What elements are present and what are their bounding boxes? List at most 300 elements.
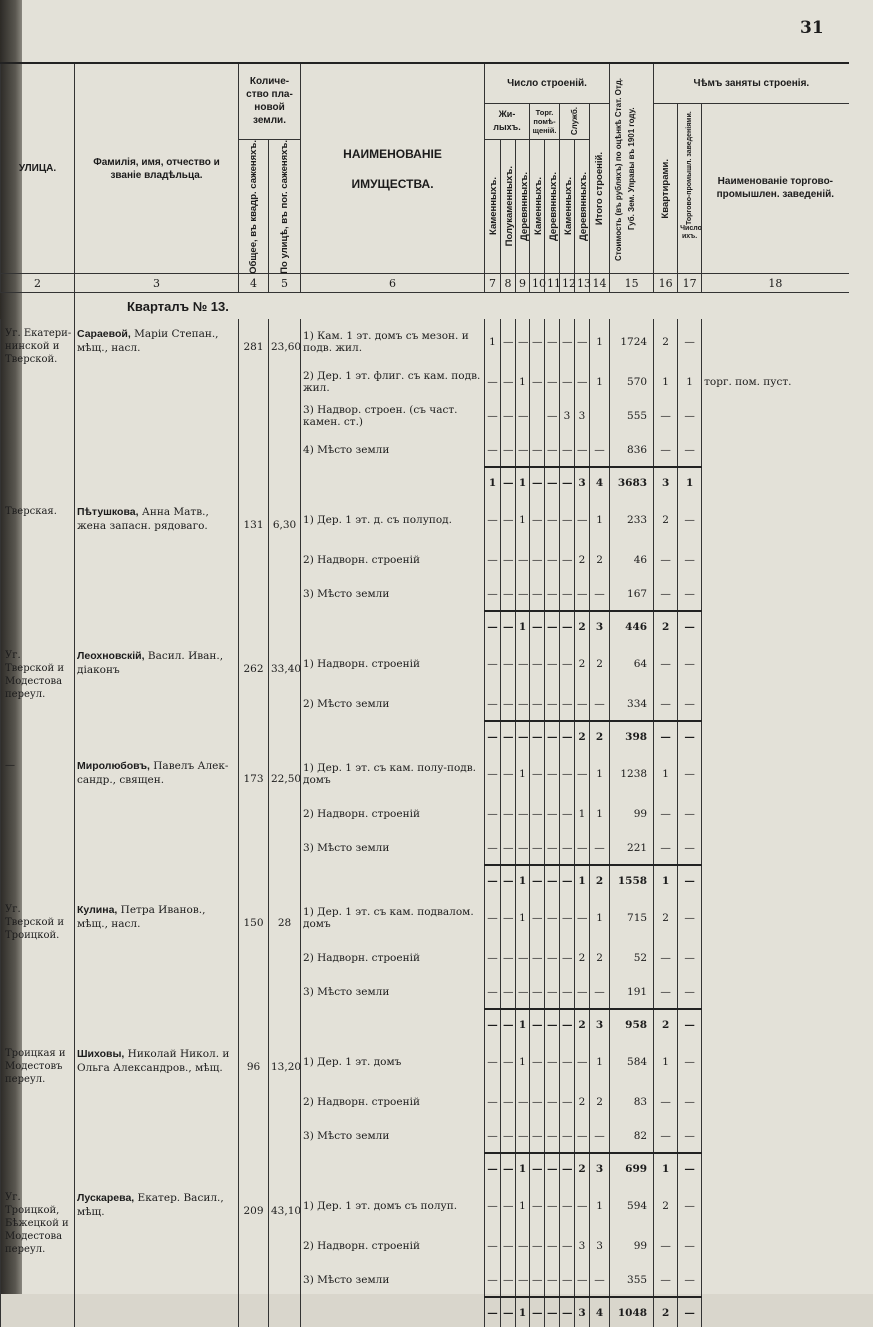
building-count: 1	[590, 797, 610, 831]
column-number: 10	[530, 274, 545, 293]
subtotal-count: —	[501, 865, 516, 895]
building-count: —	[530, 543, 545, 577]
building-count: 2	[590, 941, 610, 975]
building-count: —	[516, 941, 530, 975]
trade-count: —	[678, 577, 702, 611]
building-count: —	[560, 1039, 575, 1085]
subtotal-count: 2	[590, 865, 610, 895]
building-count: —	[560, 751, 575, 797]
building-count: —	[485, 1183, 501, 1229]
subtotal-trade: —	[678, 1009, 702, 1039]
building-count: —	[485, 895, 501, 941]
property-name: 3) Надвор. строен. (съ част. камен. ст.)	[301, 399, 485, 433]
subtotal-count: —	[501, 611, 516, 641]
apartments-count: —	[654, 831, 678, 865]
building-count: —	[501, 319, 516, 365]
subtotal-count: —	[516, 721, 530, 751]
owner-surname: Сараевой,	[77, 328, 131, 341]
building-count: —	[501, 975, 516, 1009]
apartments-count: 1	[654, 365, 678, 399]
building-count: —	[545, 1229, 560, 1263]
column-number: 18	[702, 274, 849, 293]
building-count: —	[516, 433, 530, 467]
header-res-wooden: Деревянныхъ.	[516, 139, 530, 274]
cost-value: 52	[610, 941, 654, 975]
owner-details: Екатер. Васил., мѣщ.	[77, 1192, 224, 1219]
property-name: 4) Мѣсто земли	[301, 433, 485, 467]
building-count: —	[545, 319, 560, 365]
building-count: —	[501, 751, 516, 797]
building-count: —	[545, 687, 560, 721]
header-total-buildings: Итого строеній.	[590, 103, 610, 274]
subtotal-apartments: 2	[654, 1009, 678, 1039]
building-count: —	[501, 365, 516, 399]
cost-value: 355	[610, 1263, 654, 1297]
building-count: —	[485, 975, 501, 1009]
subtotal-cost: 446	[610, 611, 654, 641]
building-count: 2	[590, 1085, 610, 1119]
building-count: —	[560, 433, 575, 467]
apartments-count: —	[654, 941, 678, 975]
building-count: —	[485, 1263, 501, 1297]
building-count: —	[575, 1263, 590, 1297]
building-count: 1	[516, 751, 530, 797]
building-count: —	[516, 1229, 530, 1263]
building-count: —	[485, 1119, 501, 1153]
building-count: 1	[485, 319, 501, 365]
subtotal-count: —	[485, 865, 501, 895]
column-number: 13	[575, 274, 590, 293]
subtotal-spacer	[702, 865, 849, 895]
trade-count: —	[678, 687, 702, 721]
building-count: —	[530, 433, 545, 467]
building-count: —	[575, 1183, 590, 1229]
header-occupied: Чѣмъ заняты строенія.	[654, 63, 849, 103]
subtotal-count: —	[560, 865, 575, 895]
building-count: —	[501, 1119, 516, 1153]
building-count: —	[485, 399, 501, 433]
apartments-count: —	[654, 577, 678, 611]
trade-name	[702, 1263, 849, 1297]
building-count: —	[560, 319, 575, 365]
trade-count: —	[678, 433, 702, 467]
building-count: —	[516, 319, 530, 365]
area-street-cell: 6,30	[269, 497, 301, 641]
trade-name: торг. пом. пуст.	[702, 365, 849, 399]
subtotal-count: —	[530, 611, 545, 641]
property-name: 2) Дер. 1 эт. флиг. съ кам. подв. жил.	[301, 365, 485, 399]
building-count: 3	[575, 1229, 590, 1263]
building-count: —	[485, 1085, 501, 1119]
subtotal-spacer	[301, 467, 485, 497]
building-count: —	[530, 941, 545, 975]
owner-cell	[75, 751, 239, 895]
subtotal-count: —	[485, 1009, 501, 1039]
subtotal-count: —	[530, 467, 545, 497]
building-count: —	[560, 641, 575, 687]
subtotal-count: 3	[575, 1297, 590, 1327]
area-total-cell: 262	[239, 641, 269, 751]
building-count: —	[560, 831, 575, 865]
street-cell: Уг. Троицкой, Бѣжецкой и Модестова переул.	[1, 1183, 75, 1327]
header-commercial: Торг. помѣ-щеній.	[530, 103, 560, 139]
trade-name	[702, 1119, 849, 1153]
trade-count: —	[678, 1085, 702, 1119]
property-name: 2) Надворн. строеній	[301, 797, 485, 831]
property-name: 1) Дер. 1 эт. съ кам. подвалом. домъ	[301, 895, 485, 941]
property-name: 2) Надворн. строеній	[301, 1085, 485, 1119]
building-count: —	[485, 365, 501, 399]
trade-name	[702, 751, 849, 797]
trade-name	[702, 975, 849, 1009]
building-count: 1	[516, 497, 530, 543]
building-count: 1	[516, 895, 530, 941]
building-count: —	[590, 577, 610, 611]
subtotal-count: —	[545, 865, 560, 895]
building-count	[590, 399, 610, 433]
building-count: 1	[590, 895, 610, 941]
subtotal-count: —	[485, 1153, 501, 1183]
apartments-count: 1	[654, 1039, 678, 1085]
subtotal-count: 2	[575, 611, 590, 641]
header-apartments: Квартирами.	[654, 103, 678, 274]
building-count: 1	[590, 1183, 610, 1229]
cost-value: 555	[610, 399, 654, 433]
column-number: 15	[610, 274, 654, 293]
trade-count: —	[678, 319, 702, 365]
building-count: —	[501, 497, 516, 543]
building-count: —	[545, 797, 560, 831]
subtotal-count: —	[560, 611, 575, 641]
building-count: —	[516, 831, 530, 865]
cost-value: 594	[610, 1183, 654, 1229]
subtotal-count: 4	[590, 467, 610, 497]
building-count: 1	[575, 797, 590, 831]
apartments-count: —	[654, 641, 678, 687]
header-res-stone: Каменныхъ.	[485, 139, 501, 274]
cost-value: 334	[610, 687, 654, 721]
header-com-wooden: Деревянныхъ.	[545, 139, 560, 274]
trade-count: —	[678, 751, 702, 797]
table-row	[1, 1039, 849, 1085]
subtotal-trade: 1	[678, 467, 702, 497]
building-count: —	[530, 831, 545, 865]
building-count: —	[575, 687, 590, 721]
owner-cell	[75, 319, 239, 497]
building-count: —	[485, 641, 501, 687]
cost-value: 233	[610, 497, 654, 543]
building-count: —	[501, 399, 516, 433]
header-res-halfstone: Полукаменныхъ.	[501, 139, 516, 274]
subtotal-count: —	[530, 1009, 545, 1039]
building-count: —	[501, 895, 516, 941]
trade-count: —	[678, 1183, 702, 1229]
owner-surname: Шиховы,	[77, 1048, 125, 1061]
table-row	[1, 641, 849, 687]
building-count: —	[575, 497, 590, 543]
subtotal-cost: 1558	[610, 865, 654, 895]
trade-name	[702, 577, 849, 611]
subtotal-trade: —	[678, 1153, 702, 1183]
column-number: 17	[678, 274, 702, 293]
building-count: —	[560, 1085, 575, 1119]
building-count: —	[560, 895, 575, 941]
subtotal-count: 2	[590, 721, 610, 751]
area-total-cell: 281	[239, 319, 269, 497]
cost-value: 99	[610, 797, 654, 831]
area-total-cell: 150	[239, 895, 269, 1039]
building-count: —	[545, 1263, 560, 1297]
trade-name	[702, 797, 849, 831]
building-count: —	[575, 831, 590, 865]
cost-value: 1724	[610, 319, 654, 365]
cost-value: 83	[610, 1085, 654, 1119]
subtotal-count: —	[560, 1297, 575, 1327]
trade-name	[702, 895, 849, 941]
cost-value: 167	[610, 577, 654, 611]
building-count: —	[516, 577, 530, 611]
subtotal-count: —	[501, 467, 516, 497]
building-count: —	[560, 577, 575, 611]
building-count: 1	[590, 751, 610, 797]
subtotal-trade: —	[678, 721, 702, 751]
subtotal-spacer	[702, 467, 849, 497]
building-count: 1	[590, 1039, 610, 1085]
subtotal-count: —	[560, 721, 575, 751]
cost-value: 46	[610, 543, 654, 577]
subtotal-spacer	[702, 1297, 849, 1327]
column-number: 9	[516, 274, 530, 293]
register-body	[1, 293, 849, 1327]
building-count: —	[575, 975, 590, 1009]
building-count: 3	[560, 399, 575, 433]
building-count: 2	[575, 543, 590, 577]
building-count: —	[516, 1119, 530, 1153]
column-number: 14	[590, 274, 610, 293]
building-count: —	[545, 577, 560, 611]
building-count: —	[485, 1039, 501, 1085]
building-count: —	[575, 319, 590, 365]
building-count: —	[560, 365, 575, 399]
area-total-cell: 209	[239, 1183, 269, 1327]
subtotal-cost: 398	[610, 721, 654, 751]
header-trade-est: Торгово-промышл. заведеніями. Число ихъ.	[678, 103, 702, 274]
subtotal-spacer	[301, 1297, 485, 1327]
subtotal-count: 1	[516, 467, 530, 497]
building-count: —	[501, 1229, 516, 1263]
owner-cell	[75, 497, 239, 641]
subtotal-count: —	[530, 1297, 545, 1327]
cost-value: 99	[610, 1229, 654, 1263]
street-cell: Уг. Екатери-нинской и Тверской.	[1, 319, 75, 497]
area-total-cell: 96	[239, 1039, 269, 1183]
building-count: 3	[575, 399, 590, 433]
owner-cell	[75, 1039, 239, 1183]
building-count: —	[560, 975, 575, 1009]
area-street-cell: 22,50	[269, 751, 301, 895]
apartments-count: —	[654, 1229, 678, 1263]
subtotal-count: 1	[516, 865, 530, 895]
subtotal-count: 1	[516, 1009, 530, 1039]
column-number: 6	[301, 274, 485, 293]
column-number: 11	[545, 274, 560, 293]
building-count: —	[530, 1229, 545, 1263]
subtotal-count: 1	[516, 611, 530, 641]
building-count: —	[560, 497, 575, 543]
building-count: —	[545, 497, 560, 543]
building-count: —	[501, 1085, 516, 1119]
owner-details: Николай Никол. и Ольга Александров., мѣщ.	[77, 1048, 230, 1075]
subtotal-count: —	[545, 1153, 560, 1183]
building-count: 2	[575, 941, 590, 975]
subtotal-count: —	[501, 1297, 516, 1327]
table-row	[1, 497, 849, 543]
subtotal-count: 1	[575, 865, 590, 895]
column-number: 8	[501, 274, 516, 293]
header-service: Служб.	[560, 103, 590, 139]
building-count: —	[516, 797, 530, 831]
building-count: —	[590, 433, 610, 467]
subtotal-apartments: 2	[654, 611, 678, 641]
subtotal-cost: 958	[610, 1009, 654, 1039]
trade-count: —	[678, 1263, 702, 1297]
building-count: —	[545, 1039, 560, 1085]
cost-value: 82	[610, 1119, 654, 1153]
building-count: —	[545, 433, 560, 467]
building-count: —	[530, 641, 545, 687]
trade-name	[702, 831, 849, 865]
building-count: —	[560, 1119, 575, 1153]
trade-count: —	[678, 1119, 702, 1153]
subtotal-count: 1	[485, 467, 501, 497]
subtotal-apartments: 1	[654, 1153, 678, 1183]
building-count: —	[516, 543, 530, 577]
trade-name	[702, 1183, 849, 1229]
building-count: 1	[516, 1183, 530, 1229]
street-cell: —	[1, 751, 75, 895]
property-name: 1) Дер. 1 эт. съ кам. полу-подв. домъ	[301, 751, 485, 797]
building-count: —	[575, 1119, 590, 1153]
area-street-cell: 43,10	[269, 1183, 301, 1327]
property-name: 1) Дер. 1 эт. д. съ полупод.	[301, 497, 485, 543]
building-count: —	[590, 975, 610, 1009]
trade-count: —	[678, 497, 702, 543]
building-count: —	[560, 1183, 575, 1229]
subtotal-count: —	[560, 1009, 575, 1039]
cost-value: 836	[610, 433, 654, 467]
header-buildings: Число строеній.	[485, 63, 610, 103]
property-name: 3) Мѣсто земли	[301, 975, 485, 1009]
header-land-street: По улицѣ, въ пог. саженяхъ.	[269, 139, 301, 274]
subtotal-cost: 699	[610, 1153, 654, 1183]
building-count: —	[516, 399, 530, 433]
building-count: 2	[575, 641, 590, 687]
owner-details: Маріи Степан., мѣщ., насл.	[77, 328, 219, 355]
subtotal-count: 2	[575, 1153, 590, 1183]
apartments-count: —	[654, 1085, 678, 1119]
building-count: —	[560, 797, 575, 831]
building-count: —	[530, 365, 545, 399]
column-number: 12	[560, 274, 575, 293]
building-count: —	[545, 751, 560, 797]
owner-surname: Пѣтушкова,	[77, 506, 139, 519]
property-name: 1) Кам. 1 эт. домъ съ мезон. и подв. жил.	[301, 319, 485, 365]
building-count: —	[501, 687, 516, 721]
trade-count: —	[678, 399, 702, 433]
owner-details: Васил. Иван., діаконъ	[77, 650, 224, 677]
building-count: —	[560, 941, 575, 975]
building-count: —	[501, 831, 516, 865]
trade-count: —	[678, 797, 702, 831]
building-count: —	[530, 319, 545, 365]
subtotal-count: 1	[516, 1297, 530, 1327]
subtotal-count: 2	[575, 721, 590, 751]
building-count: —	[545, 365, 560, 399]
building-count: —	[530, 1119, 545, 1153]
owner-details: Павелъ Алек-сандр., священ.	[77, 760, 229, 787]
cost-value: 64	[610, 641, 654, 687]
building-count: —	[501, 797, 516, 831]
subtotal-count: —	[545, 611, 560, 641]
cost-value: 1238	[610, 751, 654, 797]
property-register-table	[0, 62, 849, 1327]
subtotal-count: —	[485, 611, 501, 641]
subtotal-trade: —	[678, 1297, 702, 1327]
building-count: —	[545, 641, 560, 687]
trade-name	[702, 641, 849, 687]
property-name: 3) Мѣсто земли	[301, 1263, 485, 1297]
subtotal-count: 2	[575, 1009, 590, 1039]
subtotal-count: 1	[516, 1153, 530, 1183]
owner-surname: Леохновскій,	[77, 650, 145, 663]
apartments-count: —	[654, 399, 678, 433]
building-count: —	[560, 543, 575, 577]
apartments-count: —	[654, 797, 678, 831]
building-count: —	[590, 687, 610, 721]
building-count: 1	[516, 1039, 530, 1085]
apartments-count: —	[654, 1119, 678, 1153]
subtotal-count: 4	[590, 1297, 610, 1327]
area-street-cell: 28	[269, 895, 301, 1039]
subtotal-count: 3	[590, 1153, 610, 1183]
building-count: 2	[575, 1085, 590, 1119]
apartments-count: —	[654, 687, 678, 721]
trade-name	[702, 543, 849, 577]
subtotal-spacer	[702, 721, 849, 751]
trade-name	[702, 1229, 849, 1263]
owner-details: Анна Матв., жена запасн. рядоваго.	[77, 506, 209, 533]
cost-value: 584	[610, 1039, 654, 1085]
building-count: —	[530, 895, 545, 941]
building-count: —	[560, 1263, 575, 1297]
building-count: —	[575, 577, 590, 611]
building-count: —	[485, 941, 501, 975]
apartments-count: 2	[654, 895, 678, 941]
subtotal-spacer	[301, 1153, 485, 1183]
building-count: 1	[590, 319, 610, 365]
header-owner: Фамилія, имя, отчество и званіе владѣльца.	[75, 63, 239, 274]
column-number: 2	[1, 274, 75, 293]
subtotal-apartments: 1	[654, 865, 678, 895]
page-number: 31	[800, 18, 824, 38]
building-count: —	[530, 1039, 545, 1085]
building-count: —	[485, 543, 501, 577]
table-row	[1, 751, 849, 797]
trade-count: —	[678, 895, 702, 941]
building-count: —	[545, 1085, 560, 1119]
building-count: —	[590, 1263, 610, 1297]
owner-surname: Миролюбовъ,	[77, 760, 150, 773]
